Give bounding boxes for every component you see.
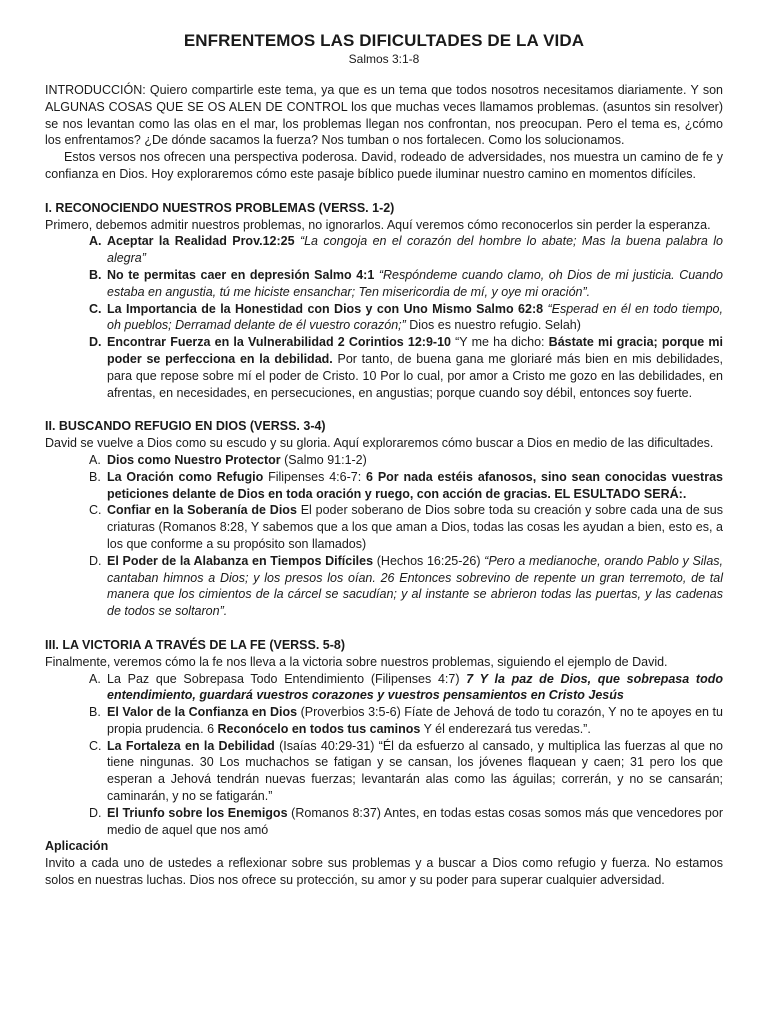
item-text: Por tanto, de buena gana me gloriaré más bien en mis debilidades, para que repose sobre mí el poder de Cristo. 10 Por lo cual, por amor a Cristo me gozo en las debilidades, en afrentas, en necesidades, en persecuciones, en angustias; porque cuando soy débil, entonces soy fuerte. xyxy=(107,351,723,400)
section-3-intro: Finalmente, veremos cómo la fe nos lleva a la victoria sobre nuestros problemas, siguiendo el ejemplo de David. xyxy=(45,654,668,669)
item-marker: C. xyxy=(89,301,102,316)
item-reference: Filipenses 4:6-7: xyxy=(268,469,362,484)
item-title: Dios como Nuestro Protector xyxy=(107,452,281,467)
item-title: No te permitas caer en depresión Salmo 4:1 xyxy=(107,267,375,282)
item-text: El poder soberano de Dios sobre toda su creación y sobre cada una de sus criaturas (Romanos 8:28, Y sabemos que a los que aman a Dios, todas las cosas les ayudan a bien, esto es, a los que conforme a su propósito son llamados) xyxy=(107,503,723,551)
section-1-list xyxy=(45,233,723,401)
section-1-intro: Primero, debemos admitir nuestros problemas, no ignorarlos. Aquí veremos cómo reconocerlos sin perder la esperanza. xyxy=(45,217,711,232)
item-text: (Proverbios 3:5-6) Fíate de Jehová de todo tu corazón, Y no te apoyes en tu propia prudencia. 6 xyxy=(107,705,723,736)
item-quote: “La congoja en el corazón del hombre lo abate; Mas la buena palabra lo alegra” xyxy=(107,234,723,266)
section-1-heading: I. RECONOCIENDO NUESTROS PROBLEMAS (VERSS. 1-2) xyxy=(45,200,395,215)
section-3-heading: III. LA VICTORIA A TRAVÉS DE LA FE (VERSS. 5-8) xyxy=(45,637,346,652)
item-title: El Triunfo sobre los Enemigos xyxy=(107,805,288,820)
item-marker: A. xyxy=(89,671,101,686)
item-quote: “Pero a medianoche, orando Pablo y Silas, cantaban himnos a Dios; y los presos los oían. 26 Entonces sobrevino de repente un gran terremoto, de tal manera que los cimientos de la cárcel se sacudían; y al instante se abrieron todas las puertas, y las cadenas de todos se soltaron”. xyxy=(107,553,724,619)
list-item xyxy=(45,301,723,335)
list-item xyxy=(45,452,723,469)
item-marker: B. xyxy=(89,469,101,484)
section-3-list xyxy=(45,671,723,839)
application-heading: Aplicación xyxy=(45,839,109,854)
list-item xyxy=(45,267,723,301)
item-quote: “Esperad en él en todo tiempo, oh pueblos; Derramad delante de él vuestro corazón;” xyxy=(107,301,723,333)
item-title: Aceptar la Realidad Prov.12:25 xyxy=(107,234,295,249)
item-text: (Romanos 8:37) Antes, en todas estas cosas somos más que vencedores por medio de aquel que nos amó xyxy=(107,805,724,837)
list-item xyxy=(45,805,723,839)
list-item xyxy=(45,671,723,705)
item-text: “Y me ha dicho: xyxy=(455,335,545,350)
list-item xyxy=(45,469,723,503)
item-title: Confiar en la Soberanía de Dios xyxy=(107,503,297,518)
document-title: ENFRENTEMOS LAS DIFICULTADES DE LA VIDA xyxy=(183,31,585,50)
item-text: Dios es nuestro refugio. Selah) xyxy=(409,318,581,333)
application-text: Invito a cada uno de ustedes a reflexionar sobre sus problemas y a buscar a Dios como refugio y fuerza. No estamos solos en nuestras luchas. Dios nos ofrece su protección, su amor y su poder para superar cualquier adversidad. xyxy=(45,856,723,888)
item-quote: “Respóndeme cuando clamo, oh Dios de mi justicia. Cuando estaba en angustia, tú me hiciste ensanchar; Ten misericordia de mí, y oye mi oración”. xyxy=(107,267,723,299)
item-text: Y él enderezará tus veredas.”. xyxy=(423,721,591,736)
item-marker: A. xyxy=(89,452,101,467)
section-2-intro: David se vuelve a Dios como su escudo y su gloria. Aquí exploraremos cómo buscar a Dios en medio de las dificultades. xyxy=(45,436,714,451)
item-marker: C. xyxy=(89,738,102,753)
item-marker: D. xyxy=(89,553,102,568)
document-subtitle: Salmos 3:1-8 xyxy=(348,52,420,66)
list-item xyxy=(45,704,723,738)
item-emphasis: Bástate mi gracia; porque mi poder se perfecciona en la debilidad. xyxy=(107,335,723,366)
list-item xyxy=(45,738,723,805)
list-item xyxy=(45,334,723,401)
item-marker: D. xyxy=(89,335,102,350)
list-item xyxy=(45,502,723,552)
item-quote: 7 Y la paz de Dios, que sobrepasa todo entendimiento, guardará vuestros corazones y vuestros pensamientos en Cristo Jesús xyxy=(107,671,723,703)
item-marker: D. xyxy=(89,805,102,820)
item-emphasis: Reconócelo en todos tus caminos xyxy=(217,721,421,736)
item-marker: C. xyxy=(89,503,102,518)
item-title: Encontrar Fuerza en la Vulnerabilidad 2 Corintios 12:9-10 xyxy=(107,335,451,350)
item-reference: (Hechos 16:25-26) xyxy=(376,553,481,568)
section-2-list xyxy=(45,452,723,620)
list-item xyxy=(45,553,723,620)
item-title: La Importancia de la Honestidad con Dios y con Uno Mismo Salmo 62:8 xyxy=(107,301,544,316)
item-marker: B. xyxy=(89,705,101,720)
intro-paragraph-2: Estos versos nos ofrecen una perspectiva poderosa. David, rodeado de adversidades, nos muestra un camino de fe y confianza en Dios. Hoy exploraremos cómo este pasaje bíblico puede iluminar nuestro camino en momentos difíciles. xyxy=(45,150,723,181)
item-title: La Fortaleza en la Debilidad xyxy=(107,738,275,753)
item-title: El Valor de la Confianza en Dios xyxy=(107,705,298,720)
item-text: La Paz que Sobrepasa Todo Entendimiento (Filipenses 4:7) xyxy=(107,671,460,686)
list-item xyxy=(45,233,723,267)
intro-paragraph: INTRODUCCIÓN: Quiero compartirle este tema, ya que es un tema que todos nosotros necesitamos diariamente. Y son ALGUNAS COSAS QUE SE OS ALEN DE CONTROL los que muchas veces llamamos problemas. (asuntos sin resolver) se nos levantan como las olas en el mar, los problemas llegan nos confrontan, nos preocupan. Pero el tema es, ¿cómo los enfrentamos? ¿De dónde sacamos la fuerza? Nos tumban o nos fortalecen. Como los solucionamos. xyxy=(45,83,723,148)
item-text: (Salmo 91:1-2) xyxy=(284,452,367,467)
item-marker: B. xyxy=(89,267,102,282)
item-marker: A. xyxy=(89,234,102,249)
section-2-heading: II. BUSCANDO REFUGIO EN DIOS (VERSS. 3-4) xyxy=(45,419,326,434)
item-title: La Oración como Refugio xyxy=(107,469,264,484)
item-text: (Isaías 40:29-31) “Él da esfuerzo al cansado, y multiplica las fuerzas al que no tiene ningunas. 30 Los muchachos se fatigan y se cansan, los jóvenes flaquean y caen; 31 pero los que esperan a Jehová tendrán nuevas fuerzas; levantarán alas como las águilas; correrán, y no se cansarán; caminarán, y no se fatigarán.” xyxy=(107,738,723,804)
item-emphasis: 6 Por nada estéis afanosos, sino sean conocidas vuestras peticiones delante de Dios en toda oración y ruego, con acción de gracias. EL ESULTADO SERÁ:. xyxy=(107,469,723,501)
item-title: El Poder de la Alabanza en Tiempos Difíciles xyxy=(107,553,374,568)
